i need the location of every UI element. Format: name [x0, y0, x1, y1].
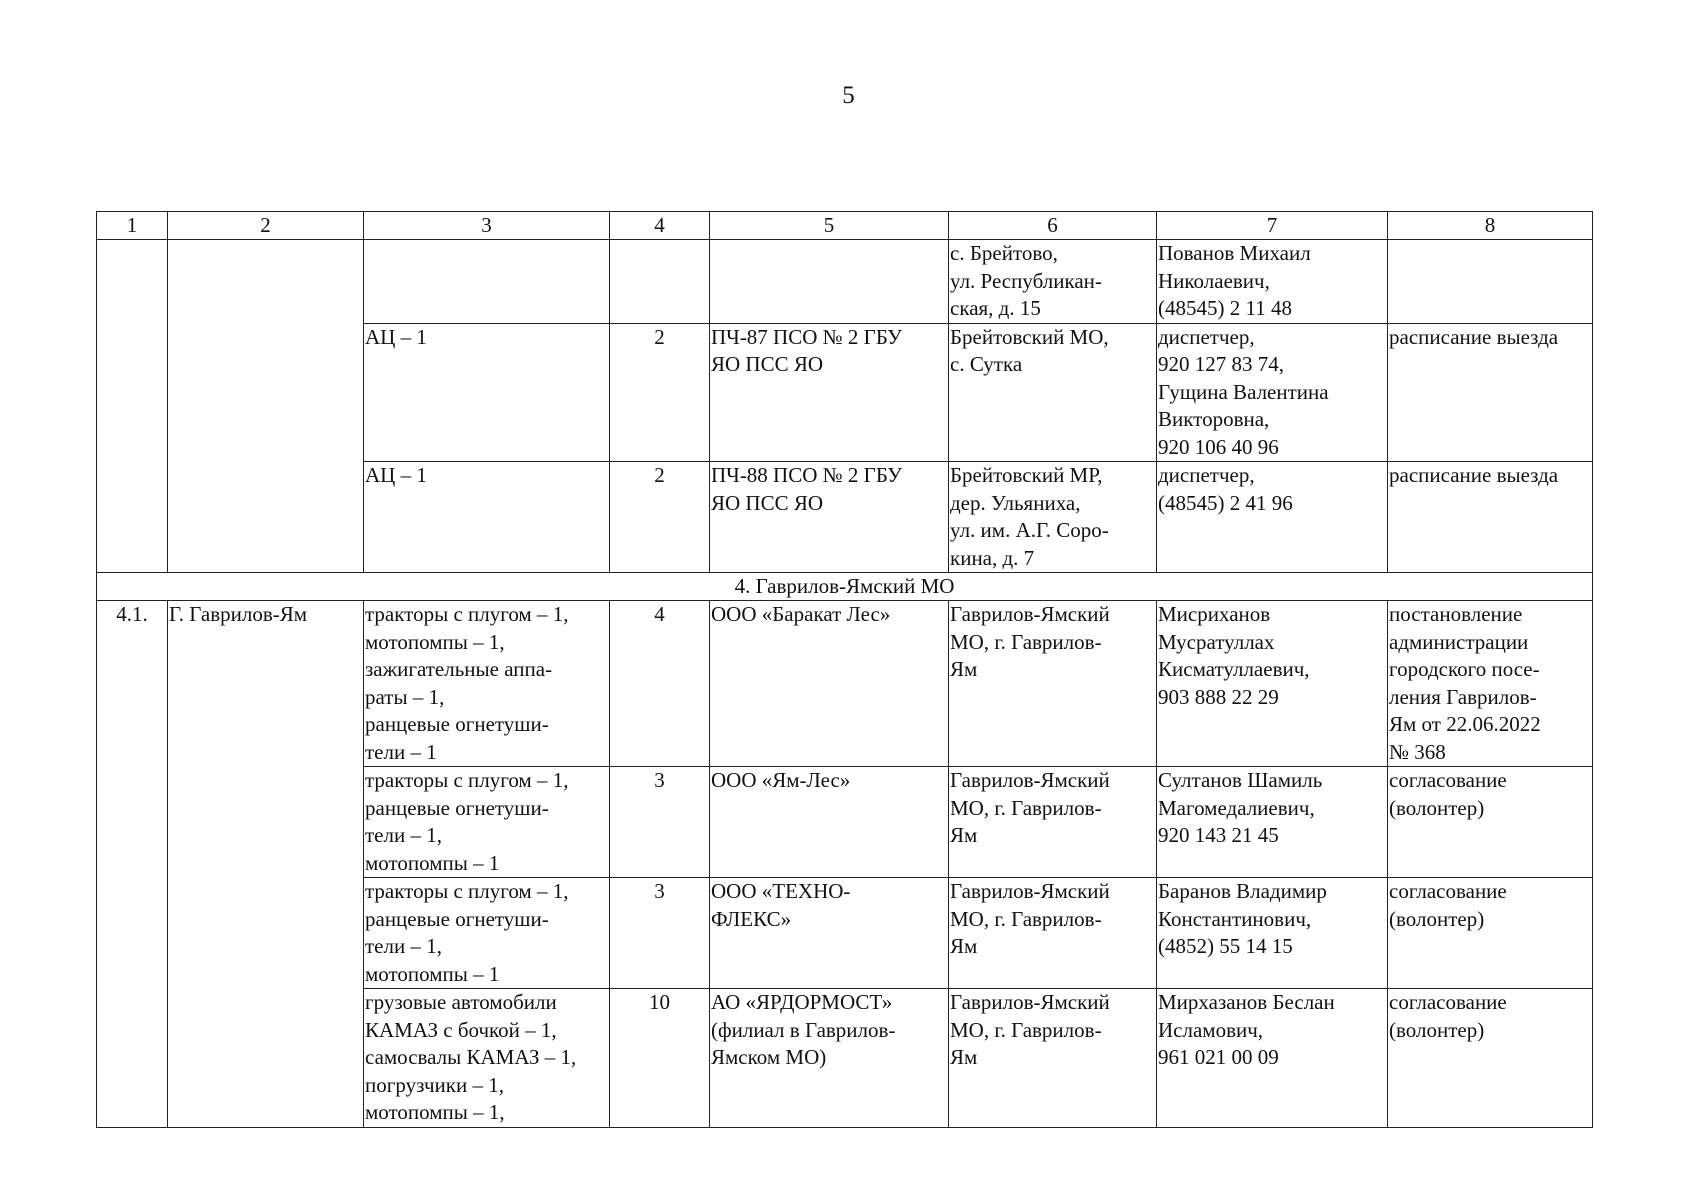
cell-line: тракторы с плугом – 1, [365, 879, 569, 903]
basis-cell [1388, 240, 1593, 324]
number-cell [97, 240, 168, 573]
cell-line: МО, г. Гаврилов- [950, 629, 1102, 654]
cell-line: Гаврилов-Ямский [950, 602, 1110, 626]
cell-line: расписание выезда [1389, 324, 1559, 349]
settlement-cell: Г. Гаврилов-Ям [168, 601, 364, 1128]
cell-line: диспетчер, [1158, 463, 1255, 487]
cell-line: городского посе- [1389, 657, 1540, 681]
cell-line: АЦ – 1 [365, 463, 427, 487]
cell-line: 961 021 00 09 [1158, 1045, 1279, 1069]
cell-line: Ям [950, 823, 978, 847]
cell-line: мотопомпы – 1 [365, 961, 500, 986]
equipment-cell [364, 878, 610, 989]
settlement-cell [168, 240, 364, 573]
cell-line: Брейтовский МО, [950, 324, 1109, 349]
cell-line: МО, г. Гаврилов- [950, 906, 1102, 931]
cell-line: мотопомпы – 1, [365, 1100, 505, 1124]
cell-line: Ямском МО) [711, 1045, 827, 1069]
cell-line: 903 888 22 29 [1158, 684, 1279, 709]
cell-line: диспетчер, [1158, 324, 1255, 349]
cell-line: (48545) 2 41 96 [1158, 490, 1293, 515]
contact-cell [1157, 323, 1388, 462]
cell-line: ская, д. 15 [950, 296, 1041, 320]
contact-cell [1157, 989, 1388, 1128]
cell-line: № 368 [1389, 739, 1446, 764]
cell-line: погрузчики – 1, [365, 1072, 504, 1097]
cell-line: дер. Ульяниха, [950, 490, 1081, 515]
contact-cell [1157, 601, 1388, 767]
equipment-table [96, 211, 1593, 1128]
cell-line: расписание выезда [1389, 463, 1559, 487]
column-number: 3 [364, 212, 610, 240]
cell-line: ФЛЕКС» [711, 906, 792, 931]
cell-line: (4852) 55 14 15 [1158, 934, 1293, 958]
cell-line: 920 127 83 74, [1158, 352, 1284, 376]
cell-line: Викторовна, [1158, 407, 1270, 431]
cell-line: администрации [1389, 629, 1529, 654]
organization-cell [710, 601, 949, 767]
cell-line: согласование [1389, 768, 1507, 792]
cell-line: Исламович, [1158, 1017, 1264, 1042]
organization-cell [710, 878, 949, 989]
column-number: 6 [949, 212, 1157, 240]
count-cell: 2 [610, 462, 710, 573]
cell-line: Ям [950, 934, 978, 958]
count-cell: 2 [610, 323, 710, 462]
table-row [97, 240, 1593, 324]
location-cell [949, 323, 1157, 462]
cell-line: тели – 1, [365, 823, 442, 847]
count-cell: 3 [610, 878, 710, 989]
cell-line: ЯО ПСС ЯО [711, 352, 824, 376]
cell-line: Гущина Валентина [1158, 379, 1329, 404]
cell-line: тракторы с плугом – 1, [365, 768, 569, 792]
cell-line: Гаврилов-Ямский [950, 990, 1110, 1014]
organization-cell [710, 989, 949, 1128]
cell-line: Константинович, [1158, 906, 1312, 931]
cell-line: Гаврилов-Ямский [950, 768, 1110, 792]
organization-cell [710, 767, 949, 878]
equipment-cell [364, 323, 610, 462]
basis-cell [1388, 878, 1593, 989]
cell-line: ООО «Баракат Лес» [711, 602, 891, 626]
contact-cell [1157, 462, 1388, 573]
cell-line: грузовые автомобили [365, 990, 557, 1014]
cell-line: Мисриханов [1158, 602, 1271, 626]
page-number: 5 [842, 82, 855, 109]
cell-line: (48545) 2 11 48 [1158, 296, 1292, 320]
equipment-cell [364, 601, 610, 767]
contact-cell [1157, 767, 1388, 878]
column-number: 8 [1388, 212, 1593, 240]
organization-cell [710, 323, 949, 462]
cell-line: ул. им. А.Г. Соро- [950, 518, 1109, 542]
cell-line: Ям [950, 1045, 978, 1069]
basis-cell [1388, 462, 1593, 573]
cell-line: АЦ – 1 [365, 324, 427, 349]
cell-line: (волонтер) [1389, 1017, 1485, 1042]
cell-line: ул. Республикан- [950, 268, 1102, 293]
column-number-row [97, 212, 1593, 240]
cell-line: Мирхазанов Беслан [1158, 990, 1335, 1014]
cell-line: согласование [1389, 990, 1507, 1014]
cell-line: Николаевич, [1158, 268, 1270, 293]
cell-line: ООО «ТЕХНО- [711, 879, 851, 903]
cell-line: МО, г. Гаврилов- [950, 1017, 1102, 1042]
cell-line: ранцевые огнетуши- [365, 712, 549, 736]
location-cell [949, 601, 1157, 767]
cell-line: тели – 1, [365, 934, 442, 958]
basis-cell [1388, 989, 1593, 1128]
cell-line: 920 106 40 96 [1158, 434, 1279, 459]
cell-line: Ям от 22.06.2022 [1389, 712, 1541, 736]
column-number: 1 [97, 212, 168, 240]
cell-line: ления Гаврилов- [1389, 684, 1537, 709]
cell-line: самосвалы КАМАЗ – 1, [365, 1045, 577, 1069]
location-cell [949, 878, 1157, 989]
location-cell [949, 989, 1157, 1128]
cell-line: (волонтер) [1389, 795, 1485, 820]
organization-cell [710, 462, 949, 573]
cell-line: ЯО ПСС ЯО [711, 490, 824, 515]
cell-line: (волонтер) [1389, 906, 1485, 931]
contact-cell [1157, 240, 1388, 324]
cell-line: ПЧ-88 ПСО № 2 ГБУ [711, 463, 903, 487]
cell-line: Кисматуллаевич, [1158, 657, 1310, 681]
cell-line: мотопомпы – 1 [365, 850, 500, 875]
cell-line: тракторы с плугом – 1, [365, 602, 569, 626]
cell-line: ПЧ-87 ПСО № 2 ГБУ [711, 324, 903, 349]
column-number: 5 [710, 212, 949, 240]
equipment-cell [364, 462, 610, 573]
equipment-cell [364, 767, 610, 878]
cell-line: ООО «Ям-Лес» [711, 768, 851, 792]
basis-cell [1388, 767, 1593, 878]
number-cell: 4.1. [97, 601, 168, 1128]
count-cell [610, 240, 710, 324]
cell-line: с. Сутка [950, 352, 1023, 376]
cell-line: МО, г. Гаврилов- [950, 795, 1102, 820]
cell-line: ранцевые огнетуши- [365, 906, 549, 931]
cell-line: Пованов Михаил [1158, 241, 1311, 265]
cell-line: зажигательные аппа- [365, 657, 553, 681]
column-number: 7 [1157, 212, 1388, 240]
table-row [97, 601, 1593, 767]
location-cell [949, 462, 1157, 573]
cell-line: КАМАЗ с бочкой – 1, [365, 1017, 557, 1042]
cell-line: АО «ЯРДОРМОСТ» [711, 990, 893, 1014]
cell-line: согласование [1389, 879, 1507, 903]
cell-line: Магомедалиевич, [1158, 795, 1315, 820]
equipment-cell [364, 989, 610, 1128]
equipment-cell [364, 240, 610, 324]
organization-cell [710, 240, 949, 324]
count-cell: 10 [610, 989, 710, 1128]
cell-line: Брейтовский МР, [950, 463, 1103, 487]
location-cell [949, 767, 1157, 878]
cell-line: Султанов Шамиль [1158, 768, 1323, 792]
cell-line: Мусратуллах [1158, 629, 1275, 654]
basis-cell [1388, 323, 1593, 462]
location-cell [949, 240, 1157, 324]
count-cell: 4 [610, 601, 710, 767]
cell-line: раты – 1, [365, 684, 445, 709]
column-number: 4 [610, 212, 710, 240]
cell-line: 920 143 21 45 [1158, 823, 1279, 847]
count-cell: 3 [610, 767, 710, 878]
contact-cell [1157, 878, 1388, 989]
cell-line: кина, д. 7 [950, 545, 1035, 570]
section-title: 4. Гаврилов-Ямский МО [97, 573, 1593, 601]
cell-line: Ям [950, 657, 978, 681]
cell-line: Гаврилов-Ямский [950, 879, 1110, 903]
cell-line: с. Брейтово, [950, 241, 1058, 265]
section-row [97, 573, 1593, 601]
cell-line: ранцевые огнетуши- [365, 795, 549, 820]
cell-line: мотопомпы – 1, [365, 629, 505, 654]
cell-line: тели – 1 [365, 739, 437, 764]
cell-line: (филиал в Гаврилов- [711, 1017, 896, 1042]
basis-cell [1388, 601, 1593, 767]
cell-line: постановление [1389, 602, 1523, 626]
cell-line: Баранов Владимир [1158, 879, 1327, 903]
column-number: 2 [168, 212, 364, 240]
